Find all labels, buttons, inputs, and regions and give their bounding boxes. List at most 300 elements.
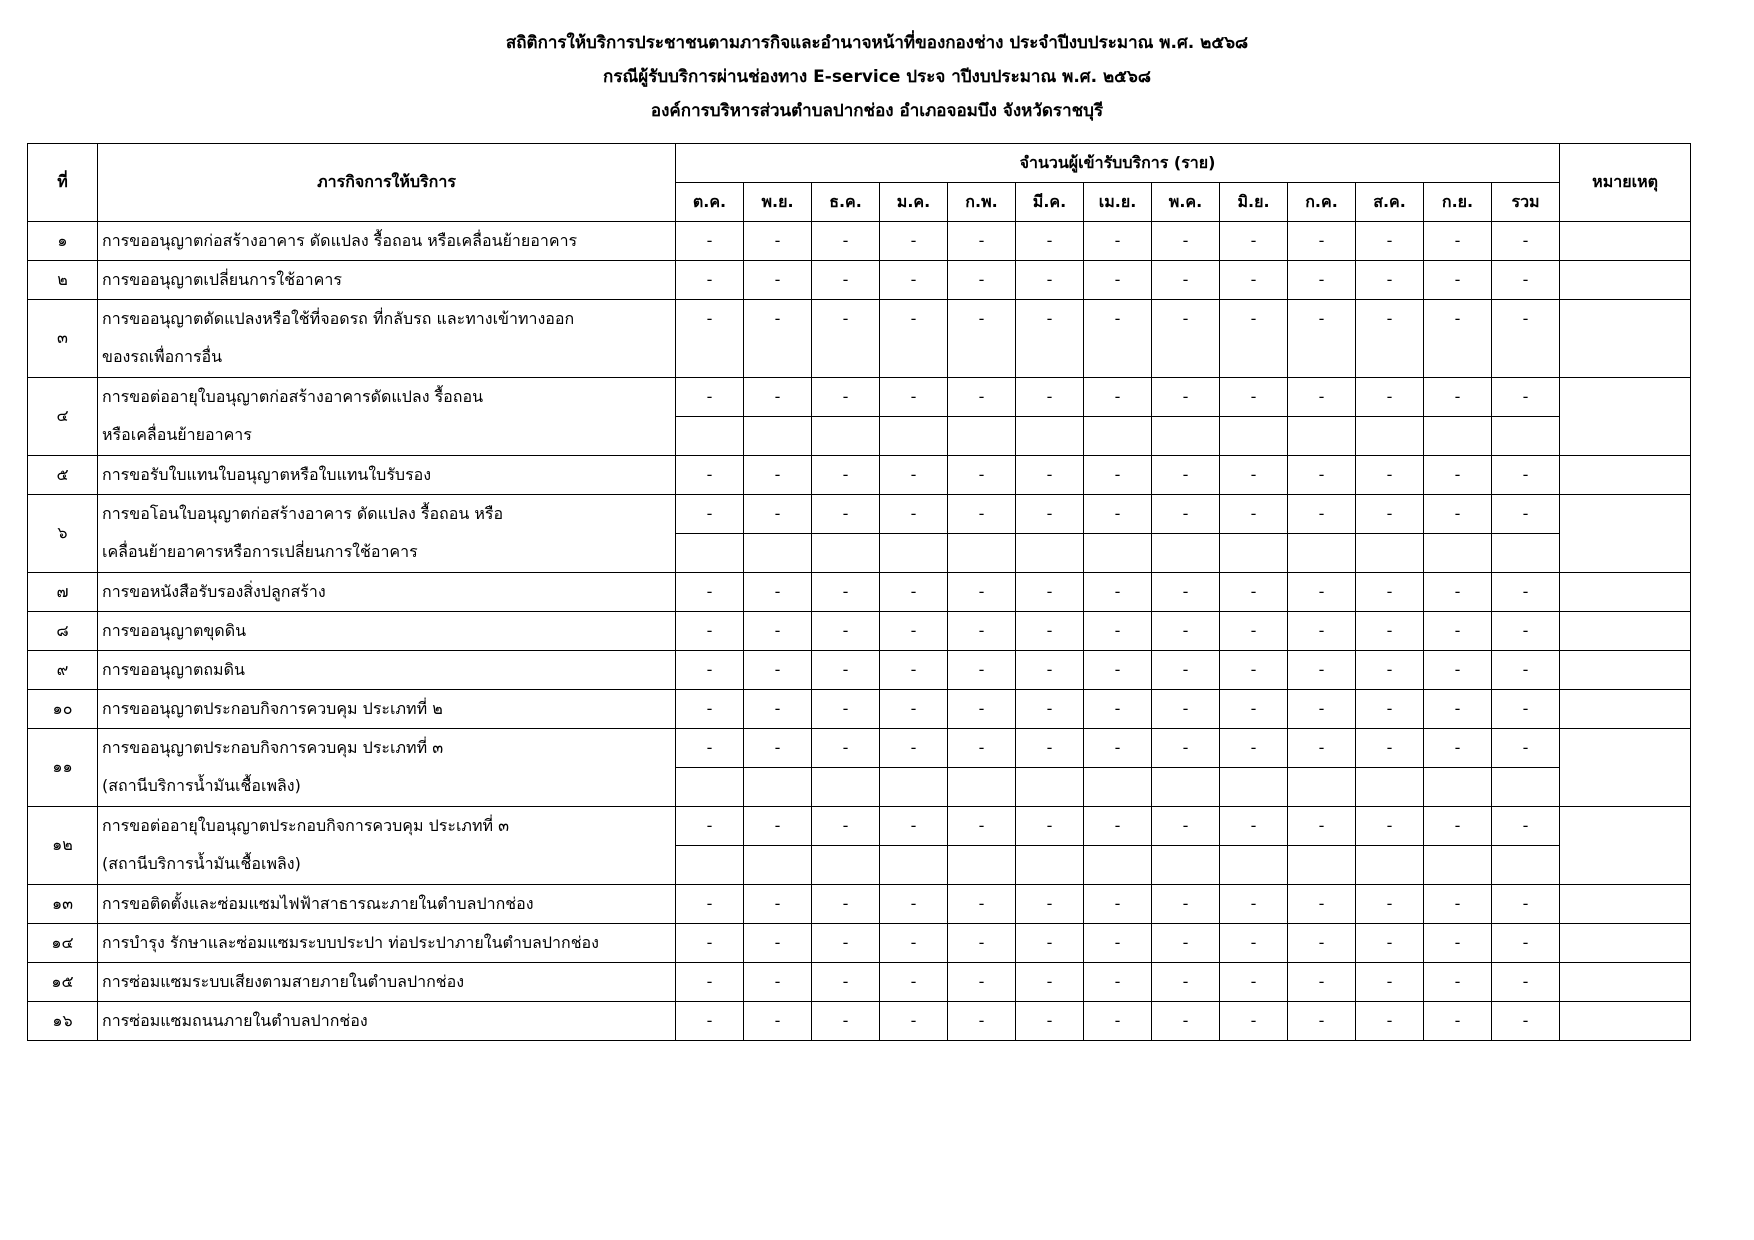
value-cell: -	[1288, 807, 1356, 846]
table-row	[28, 612, 1691, 651]
table-header	[28, 144, 1691, 222]
value-cell: -	[1220, 495, 1288, 534]
row-number: ๑๕	[28, 963, 98, 1002]
value-cell: -	[744, 300, 812, 378]
value-cell: -	[1220, 807, 1288, 846]
value-cell: -	[676, 573, 744, 612]
value-cell: -	[1220, 885, 1288, 924]
value-cell: -	[1220, 1002, 1288, 1041]
row-number: ๑๓	[28, 885, 98, 924]
value-cell: -	[1152, 495, 1220, 534]
empty-value-cell	[1424, 534, 1492, 573]
value-cell: -	[1084, 495, 1152, 534]
value-cell: -	[1220, 690, 1288, 729]
row-number: ๑๐	[28, 690, 98, 729]
value-cell: -	[1016, 729, 1084, 768]
row-number: ๘	[28, 612, 98, 651]
note-cell	[1560, 885, 1691, 924]
task-line: (สถานีบริการน้ำมันเชื้อเพลิง)	[102, 776, 301, 795]
value-cell: -	[1152, 807, 1220, 846]
row-number: ๑๖	[28, 1002, 98, 1041]
value-cell: -	[880, 729, 948, 768]
value-cell: -	[1084, 924, 1152, 963]
empty-value-cell	[1424, 417, 1492, 456]
value-cell: -	[744, 807, 812, 846]
value-cell: -	[744, 573, 812, 612]
empty-value-cell	[880, 768, 948, 807]
empty-value-cell	[812, 534, 880, 573]
value-cell: -	[1152, 651, 1220, 690]
value-cell: -	[676, 729, 744, 768]
value-cell: -	[1288, 495, 1356, 534]
task-line: การซ่อมแซมระบบเสียงตามสายภายในตำบลปากช่อง	[102, 972, 465, 991]
note-cell	[1560, 690, 1691, 729]
empty-value-cell	[1492, 534, 1560, 573]
value-cell: -	[1288, 1002, 1356, 1041]
empty-value-cell	[744, 768, 812, 807]
table-row	[28, 924, 1691, 963]
empty-value-cell	[1288, 417, 1356, 456]
header-month: ก.ค.	[1288, 183, 1356, 222]
empty-value-cell	[1356, 768, 1424, 807]
value-cell: -	[1288, 456, 1356, 495]
value-cell: -	[948, 300, 1016, 378]
value-cell: -	[880, 378, 948, 417]
empty-value-cell	[1220, 417, 1288, 456]
value-cell: -	[1220, 261, 1288, 300]
row-number: ๖	[28, 495, 98, 573]
value-cell: -	[1424, 729, 1492, 768]
row-number: ๙	[28, 651, 98, 690]
task-line: การขออนุญาตประกอบกิจการควบคุม ประเภทที่ ๓	[102, 738, 444, 757]
value-cell: -	[948, 378, 1016, 417]
table-row	[28, 378, 1691, 417]
value-cell: -	[676, 456, 744, 495]
value-cell: -	[812, 222, 880, 261]
row-task	[98, 729, 676, 807]
value-cell: -	[1492, 222, 1560, 261]
task-line: การซ่อมแซมถนนภายในตำบลปากช่อง	[102, 1011, 368, 1030]
value-cell: -	[1356, 1002, 1424, 1041]
value-cell: -	[812, 495, 880, 534]
value-cell: -	[1016, 300, 1084, 378]
empty-value-cell	[948, 534, 1016, 573]
value-cell: -	[1220, 456, 1288, 495]
header-note: หมายเหตุ	[1560, 144, 1691, 222]
value-cell: -	[1492, 924, 1560, 963]
value-cell: -	[1356, 222, 1424, 261]
value-cell: -	[1016, 651, 1084, 690]
header-count-group: จำนวนผู้เข้ารับบริการ (ราย)	[676, 144, 1560, 183]
value-cell: -	[1492, 651, 1560, 690]
value-cell: -	[1016, 963, 1084, 1002]
value-cell: -	[1288, 222, 1356, 261]
note-cell	[1560, 1002, 1691, 1041]
empty-value-cell	[1492, 417, 1560, 456]
header-task: ภารกิจการให้บริการ	[98, 144, 676, 222]
value-cell: -	[1356, 690, 1424, 729]
value-cell: -	[1016, 924, 1084, 963]
empty-value-cell	[812, 846, 880, 885]
value-cell: -	[1220, 300, 1288, 378]
value-cell: -	[1424, 924, 1492, 963]
value-cell: -	[676, 378, 744, 417]
header-month: เม.ย.	[1084, 183, 1152, 222]
value-cell: -	[1152, 261, 1220, 300]
value-cell: -	[1152, 690, 1220, 729]
value-cell: -	[1356, 963, 1424, 1002]
row-task	[98, 690, 676, 729]
value-cell: -	[812, 651, 880, 690]
header-month: ธ.ค.	[812, 183, 880, 222]
value-cell: -	[1084, 222, 1152, 261]
row-task	[98, 1002, 676, 1041]
value-cell: -	[744, 885, 812, 924]
empty-value-cell	[1356, 846, 1424, 885]
empty-value-cell	[744, 534, 812, 573]
row-task	[98, 807, 676, 885]
value-cell: -	[948, 807, 1016, 846]
note-cell	[1560, 612, 1691, 651]
document-header	[0, 26, 1754, 128]
value-cell: -	[880, 885, 948, 924]
value-cell: -	[812, 261, 880, 300]
empty-value-cell	[812, 417, 880, 456]
empty-value-cell	[1016, 417, 1084, 456]
value-cell: -	[880, 651, 948, 690]
task-line: การขอต่ออายุใบอนุญาตก่อสร้างอาคารดัดแปลง รื้อถอน	[102, 387, 484, 406]
value-cell: -	[1220, 573, 1288, 612]
value-cell: -	[812, 612, 880, 651]
row-task	[98, 924, 676, 963]
service-stats-table	[27, 143, 1691, 1041]
value-cell: -	[744, 378, 812, 417]
row-number: ๑๒	[28, 807, 98, 885]
value-cell: -	[1016, 690, 1084, 729]
note-cell	[1560, 573, 1691, 612]
value-cell: -	[880, 456, 948, 495]
value-cell: -	[880, 963, 948, 1002]
task-line: ของรถเพื่อการอื่น	[102, 347, 223, 366]
header-month: พ.ย.	[744, 183, 812, 222]
note-cell	[1560, 456, 1691, 495]
value-cell: -	[676, 612, 744, 651]
value-cell: -	[1424, 612, 1492, 651]
value-cell: -	[1220, 729, 1288, 768]
value-cell: -	[1356, 495, 1424, 534]
value-cell: -	[1220, 612, 1288, 651]
value-cell: -	[1492, 885, 1560, 924]
empty-value-cell	[1084, 417, 1152, 456]
empty-value-cell	[1424, 768, 1492, 807]
value-cell: -	[744, 222, 812, 261]
value-cell: -	[948, 729, 1016, 768]
table-row	[28, 300, 1691, 339]
value-cell: -	[948, 963, 1016, 1002]
value-cell: -	[1424, 300, 1492, 378]
value-cell: -	[744, 456, 812, 495]
value-cell: -	[1220, 963, 1288, 1002]
value-cell: -	[676, 300, 744, 378]
header-month: ส.ค.	[1356, 183, 1424, 222]
value-cell: -	[880, 1002, 948, 1041]
value-cell: -	[1424, 261, 1492, 300]
value-cell: -	[1016, 261, 1084, 300]
empty-value-cell	[1288, 534, 1356, 573]
value-cell: -	[880, 261, 948, 300]
value-cell: -	[1424, 495, 1492, 534]
empty-value-cell	[676, 417, 744, 456]
empty-value-cell	[1356, 417, 1424, 456]
value-cell: -	[1084, 612, 1152, 651]
value-cell: -	[812, 573, 880, 612]
row-task	[98, 612, 676, 651]
value-cell: -	[676, 222, 744, 261]
task-line: (สถานีบริการน้ำมันเชื้อเพลิง)	[102, 854, 301, 873]
value-cell: -	[1084, 300, 1152, 378]
value-cell: -	[1424, 222, 1492, 261]
title-line-1: สถิติการให้บริการประชาชนตามภารกิจและอำนาจหน้าที่ของกองช่าง ประจำปีงบประมาณ พ.ศ. ๒๕๖๘	[505, 33, 1249, 53]
value-cell: -	[1084, 651, 1152, 690]
value-cell: -	[1084, 378, 1152, 417]
value-cell: -	[1016, 573, 1084, 612]
value-cell: -	[1084, 261, 1152, 300]
value-cell: -	[812, 456, 880, 495]
value-cell: -	[744, 651, 812, 690]
empty-value-cell	[744, 846, 812, 885]
value-cell: -	[676, 261, 744, 300]
empty-value-cell	[1288, 768, 1356, 807]
value-cell: -	[880, 924, 948, 963]
value-cell: -	[1492, 573, 1560, 612]
task-line: การขออนุญาตดัดแปลงหรือใช้ที่จอดรถ ที่กลับรถ และทางเข้าทางออก	[102, 309, 575, 328]
value-cell: -	[1356, 300, 1424, 378]
empty-value-cell	[1492, 768, 1560, 807]
value-cell: -	[1016, 495, 1084, 534]
row-number: ๔	[28, 378, 98, 456]
row-number: ๑๑	[28, 729, 98, 807]
value-cell: -	[676, 690, 744, 729]
empty-value-cell	[676, 846, 744, 885]
row-task	[98, 963, 676, 1002]
value-cell: -	[1016, 222, 1084, 261]
empty-value-cell	[948, 768, 1016, 807]
table-body	[28, 222, 1691, 1041]
value-cell: -	[812, 378, 880, 417]
note-cell	[1560, 807, 1691, 885]
value-cell: -	[1356, 378, 1424, 417]
value-cell: -	[1084, 807, 1152, 846]
table-row	[28, 456, 1691, 495]
value-cell: -	[1152, 222, 1220, 261]
empty-value-cell	[1152, 534, 1220, 573]
empty-value-cell	[880, 846, 948, 885]
value-cell: -	[880, 222, 948, 261]
value-cell: -	[1084, 963, 1152, 1002]
task-line: การขออนุญาตเปลี่ยนการใช้อาคาร	[102, 270, 342, 289]
value-cell: -	[948, 1002, 1016, 1041]
value-cell: -	[1288, 300, 1356, 378]
value-cell: -	[948, 222, 1016, 261]
value-cell: -	[1152, 300, 1220, 378]
task-line: การขอหนังสือรับรองสิ่งปลูกสร้าง	[102, 582, 326, 601]
value-cell: -	[948, 456, 1016, 495]
table-row	[28, 1002, 1691, 1041]
empty-value-cell	[1288, 846, 1356, 885]
row-number: ๑	[28, 222, 98, 261]
value-cell: -	[1492, 612, 1560, 651]
empty-value-cell	[1016, 534, 1084, 573]
task-line: การขอโอนใบอนุญาตก่อสร้างอาคาร ดัดแปลง รื้อถอน หรือ	[102, 504, 504, 523]
row-number: ๓	[28, 300, 98, 378]
empty-value-cell	[948, 417, 1016, 456]
value-cell: -	[1288, 963, 1356, 1002]
note-cell	[1560, 261, 1691, 300]
empty-value-cell	[676, 768, 744, 807]
value-cell: -	[812, 924, 880, 963]
value-cell: -	[1084, 1002, 1152, 1041]
value-cell: -	[676, 885, 744, 924]
value-cell: -	[812, 300, 880, 378]
row-task	[98, 222, 676, 261]
row-task	[98, 573, 676, 612]
value-cell: -	[744, 963, 812, 1002]
value-cell: -	[1152, 612, 1220, 651]
value-cell: -	[1152, 924, 1220, 963]
table-row	[28, 651, 1691, 690]
value-cell: -	[812, 807, 880, 846]
task-line: การขออนุญาตถมดิน	[102, 660, 245, 679]
value-cell: -	[1084, 573, 1152, 612]
value-cell: -	[676, 963, 744, 1002]
value-cell: -	[1016, 612, 1084, 651]
value-cell: -	[1016, 378, 1084, 417]
empty-value-cell	[1356, 534, 1424, 573]
value-cell: -	[812, 963, 880, 1002]
table-row	[28, 963, 1691, 1002]
value-cell: -	[1492, 807, 1560, 846]
title-line-2: กรณีผู้รับบริการผ่านช่องทาง E-service ประจ าปีงบประมาณ พ.ศ. ๒๕๖๘	[603, 67, 1151, 87]
value-cell: -	[744, 261, 812, 300]
value-cell: -	[1288, 261, 1356, 300]
value-cell: -	[1356, 885, 1424, 924]
value-cell: -	[1220, 222, 1288, 261]
empty-value-cell	[880, 417, 948, 456]
value-cell: -	[1288, 651, 1356, 690]
note-cell	[1560, 729, 1691, 807]
empty-value-cell	[1152, 846, 1220, 885]
empty-value-cell	[1016, 846, 1084, 885]
value-cell: -	[1084, 729, 1152, 768]
value-cell: -	[1220, 651, 1288, 690]
header-month: ก.พ.	[948, 183, 1016, 222]
value-cell: -	[1356, 651, 1424, 690]
table-row	[28, 222, 1691, 261]
value-cell: -	[1152, 963, 1220, 1002]
empty-value-cell	[1424, 846, 1492, 885]
value-cell: -	[1288, 924, 1356, 963]
empty-value-cell	[1220, 768, 1288, 807]
note-cell	[1560, 651, 1691, 690]
empty-value-cell	[948, 846, 1016, 885]
table-row	[28, 495, 1691, 534]
value-cell: -	[744, 612, 812, 651]
header-month: พ.ค.	[1152, 183, 1220, 222]
value-cell: -	[812, 729, 880, 768]
value-cell: -	[948, 651, 1016, 690]
value-cell: -	[880, 495, 948, 534]
empty-value-cell	[1084, 846, 1152, 885]
value-cell: -	[1492, 690, 1560, 729]
value-cell: -	[812, 1002, 880, 1041]
task-line: การขออนุญาตก่อสร้างอาคาร ดัดแปลง รื้อถอน หรือเคลื่อนย้ายอาคาร	[102, 231, 578, 250]
value-cell: -	[948, 573, 1016, 612]
value-cell: -	[812, 690, 880, 729]
empty-value-cell	[1152, 417, 1220, 456]
value-cell: -	[1016, 456, 1084, 495]
value-cell: -	[744, 495, 812, 534]
value-cell: -	[948, 690, 1016, 729]
value-cell: -	[1424, 1002, 1492, 1041]
empty-value-cell	[1152, 768, 1220, 807]
value-cell: -	[880, 573, 948, 612]
value-cell: -	[1152, 1002, 1220, 1041]
value-cell: -	[1492, 963, 1560, 1002]
value-cell: -	[880, 300, 948, 378]
row-task	[98, 885, 676, 924]
table-row	[28, 807, 1691, 846]
empty-value-cell	[880, 534, 948, 573]
empty-value-cell	[676, 534, 744, 573]
title-line-3: องค์การบริหารส่วนตำบลปากช่อง อำเภอจอมบึง จังหวัดราชบุรี	[650, 101, 1104, 121]
row-task	[98, 378, 676, 456]
value-cell: -	[744, 1002, 812, 1041]
value-cell: -	[1424, 807, 1492, 846]
task-line: การขอติดตั้งและซ่อมแซมไฟฟ้าสาธารณะภายในตำบลปากช่อง	[102, 894, 534, 913]
task-line: เคลื่อนย้ายอาคารหรือการเปลี่ยนการใช้อาคาร	[102, 542, 418, 561]
note-cell	[1560, 300, 1691, 378]
row-number: ๗	[28, 573, 98, 612]
table-row	[28, 573, 1691, 612]
empty-value-cell	[1492, 846, 1560, 885]
value-cell: -	[1220, 924, 1288, 963]
value-cell: -	[676, 1002, 744, 1041]
value-cell: -	[948, 495, 1016, 534]
table-row	[28, 729, 1691, 768]
value-cell: -	[1356, 261, 1424, 300]
value-cell: -	[1356, 573, 1424, 612]
value-cell: -	[948, 612, 1016, 651]
value-cell: -	[1424, 963, 1492, 1002]
value-cell: -	[1424, 651, 1492, 690]
task-line: การขอรับใบแทนใบอนุญาตหรือใบแทนใบรับรอง	[102, 465, 432, 484]
value-cell: -	[744, 924, 812, 963]
row-task	[98, 495, 676, 573]
value-cell: -	[1152, 729, 1220, 768]
value-cell: -	[1152, 885, 1220, 924]
table-row	[28, 690, 1691, 729]
value-cell: -	[1424, 885, 1492, 924]
value-cell: -	[1424, 573, 1492, 612]
value-cell: -	[880, 612, 948, 651]
value-cell: -	[1288, 573, 1356, 612]
value-cell: -	[744, 690, 812, 729]
task-line: การขอต่ออายุใบอนุญาตประกอบกิจการควบคุม ประเภทที่ ๓	[102, 816, 510, 835]
empty-value-cell	[1084, 534, 1152, 573]
empty-value-cell	[1220, 846, 1288, 885]
header-month: มิ.ย.	[1220, 183, 1288, 222]
value-cell: -	[1424, 378, 1492, 417]
